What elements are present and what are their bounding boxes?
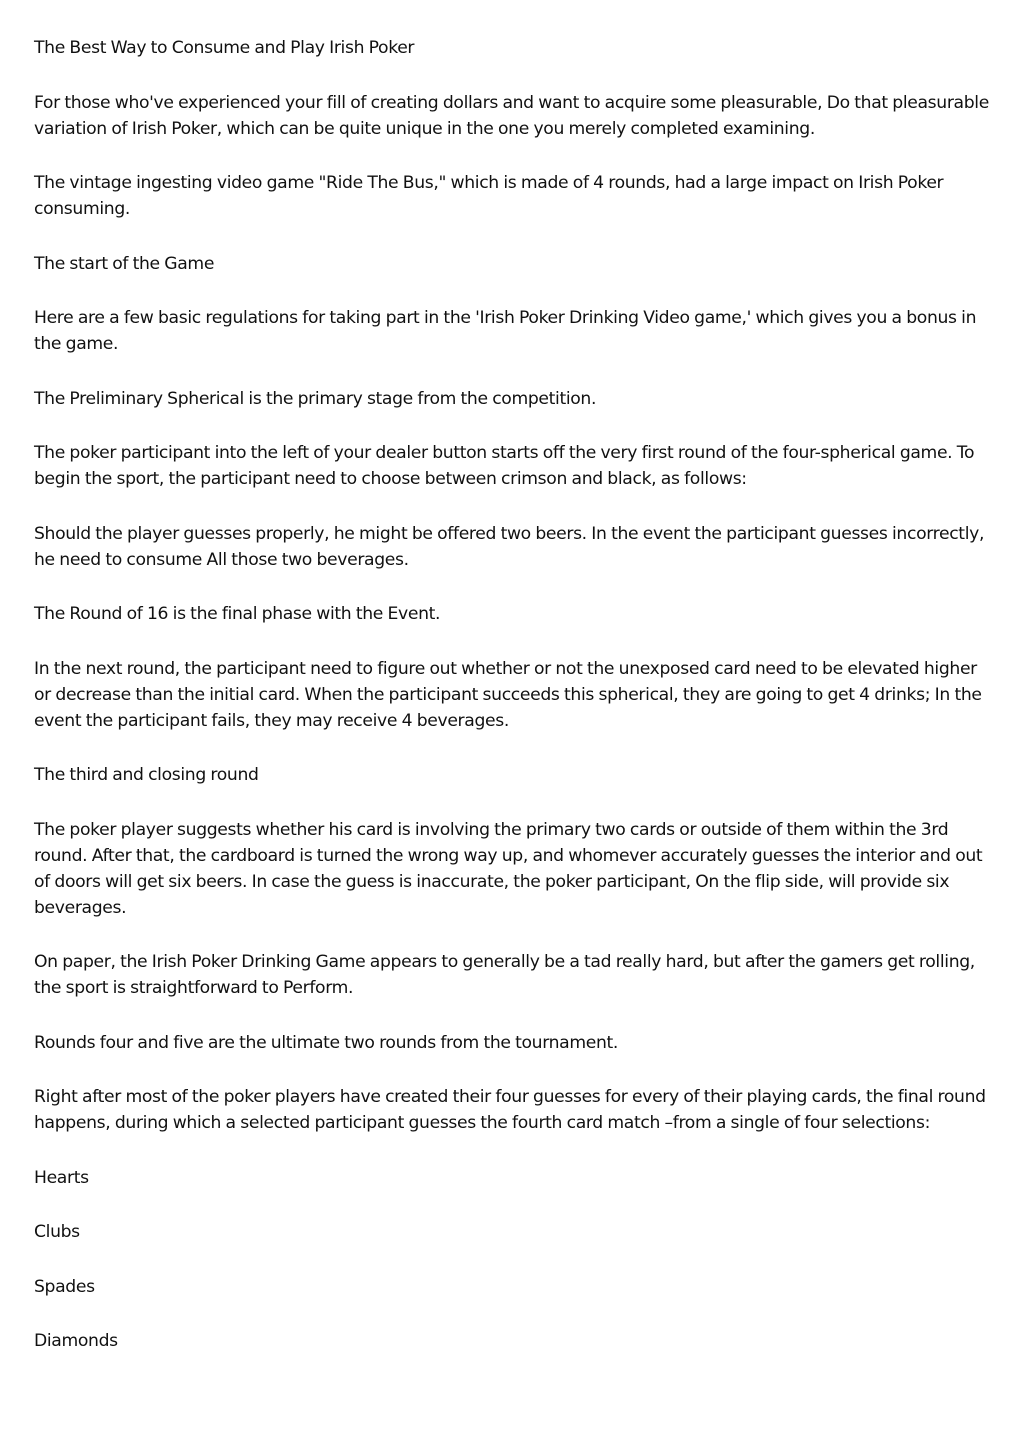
paragraph-ride-the-bus: The vintage ingesting video game "Ride The Bus," which is made of 4 rounds, had a large impact on Irish Poker consuming. (34, 173, 944, 219)
list-item-hearts: Hearts (34, 1167, 89, 1188)
paragraph-intro: For those who've experienced your fill of creating dollars and want to acquire some pleasurable, Do that pleasurable variation of Irish Poker, which can be quite unique in the one you merely completed examining. (34, 92, 989, 139)
section-heading-third-round: The third and closing round (34, 765, 259, 785)
paragraph-final-round: Right after most of the poker players have created their four guesses for every of their playing cards, the final round happens, during which a selected participant guesses the fourth card match –from a single of four selections: (34, 1087, 986, 1133)
paragraph-regulations: Here are a few basic regulations for taking part in the 'Irish Poker Drinking Video game,' which gives you a bonus in the game. (34, 308, 977, 354)
list-item-spades: Spades (34, 1276, 95, 1297)
paragraph-first-round: The poker participant into the left of your dealer button starts off the very first round of the four-spherical game. To begin the sport, the participant need to choose between crimson and black, as follows: (34, 443, 975, 489)
document-body (34, 35, 994, 1383)
list-item-clubs: Clubs (34, 1222, 80, 1242)
paragraph-third-round: The poker player suggests whether his card is involving the primary two cards or outside of them within the 3rd round. After that, the cardboard is turned the wrong way up, and whomever accurately guesses the interior and out of doors will get six beers. In case the guess is inaccurate, the poker participant, On the flip side, will provide six beverages. (34, 819, 983, 918)
paragraph-on-paper: On paper, the Irish Poker Drinking Game appears to generally be a tad really hard, but after the gamers get rolling, the sport is straightforward to Perform. (34, 952, 975, 998)
paragraph-second-round: In the next round, the participant need to figure out whether or not the unexposed card need to be elevated higher or decrease than the initial card. When the participant succeeds this spherical, they are going to get 4 drinks; In the event the participant fails, they may receive 4 beverages. (34, 658, 982, 731)
document-title: The Best Way to Consume and Play Irish Poker (34, 38, 415, 58)
paragraph-guess-outcome: Should the player guesses properly, he might be offered two beers. In the event the participant guesses incorrectly, he need to consume All those two beverages. (34, 523, 985, 570)
section-heading-preliminary: The Preliminary Spherical is the primary stage from the competition. (34, 388, 597, 409)
section-heading-round-16: The Round of 16 is the final phase with the Event. (34, 604, 441, 624)
section-heading-final-rounds: Rounds four and five are the ultimate two rounds from the tournament. (34, 1032, 619, 1053)
list-item-diamonds: Diamonds (34, 1331, 118, 1351)
section-heading-start: The start of the Game (34, 253, 215, 274)
